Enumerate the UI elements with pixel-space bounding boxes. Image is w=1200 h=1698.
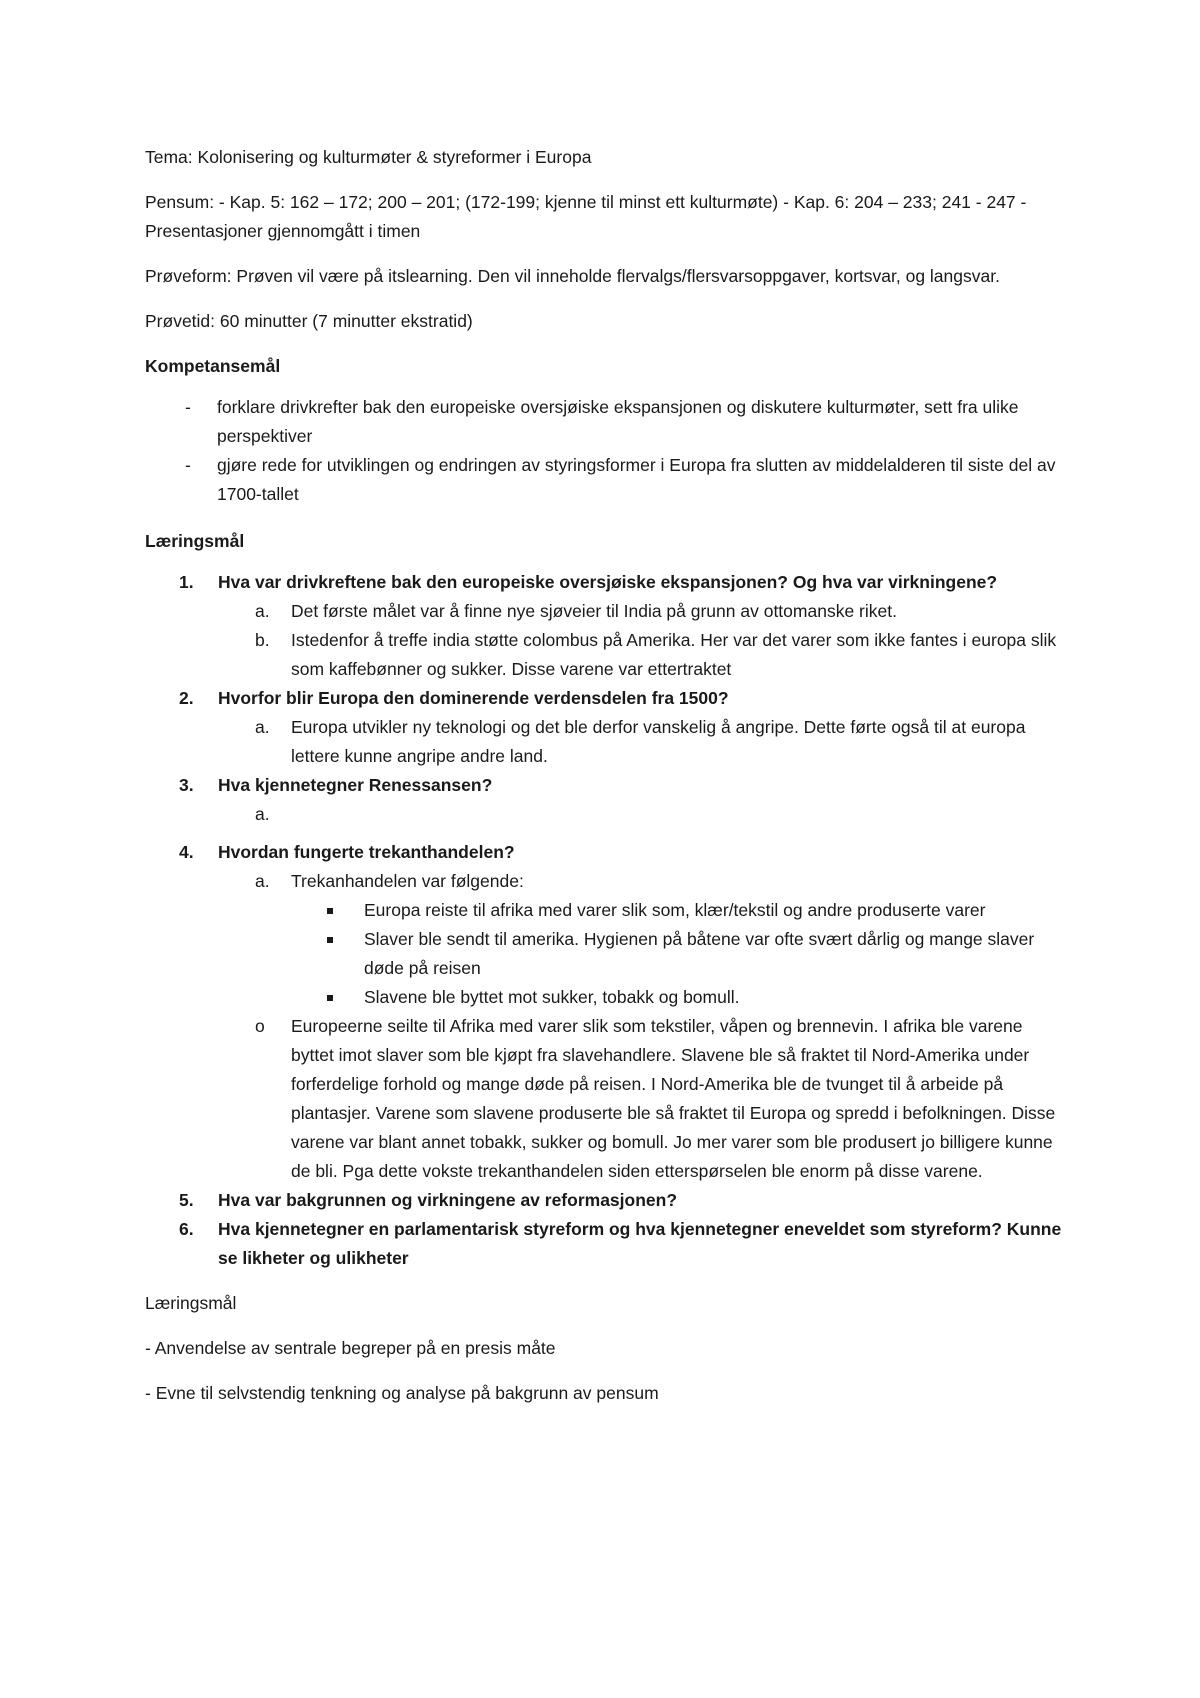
question-item <box>145 838 1065 1186</box>
answer-item <box>218 713 1065 771</box>
laeringsmal-item: - Evne til selvstendig tenkning og analyse på bakgrunn av pensum <box>145 1383 659 1403</box>
answer-marker: a. <box>255 601 270 621</box>
bullet-item <box>291 896 1065 925</box>
answer-text: Det første målet var å finne nye sjøveier til India på grunn av ottomanske riket. <box>291 601 897 621</box>
answer-item <box>218 626 1065 684</box>
answer-list <box>218 713 1065 771</box>
question-number: 1. <box>179 572 194 592</box>
dash-marker: - <box>185 397 191 417</box>
question-number: 3. <box>179 775 194 795</box>
dash-marker: - <box>185 455 191 475</box>
pensum-line: Pensum: - Kap. 5: 162 – 172; 200 – 201; (172-199; kjenne til minst ett kulturmøte) - Kap. 6: 204 – 233; 241 - 247 - Presentasjoner gjennomgått i timen <box>145 192 1027 241</box>
question-text: Hva kjennetegner Renessansen? <box>218 775 493 795</box>
answer-marker: a. <box>255 804 270 824</box>
question-number: 4. <box>179 842 194 862</box>
question-item <box>145 568 1065 684</box>
question-item <box>145 1215 1065 1273</box>
bullet-item <box>291 925 1065 983</box>
answer-marker: b. <box>255 630 270 650</box>
question-text: Hva var bakgrunnen og virkningene av reformasjonen? <box>218 1190 678 1210</box>
answer-marker: a. <box>255 717 270 737</box>
answer-text: Istedenfor å treffe india støtte colombus på Amerika. Her var det varer som ikke fantes i europa slik som kaffebønner og sukker. Disse varene var ettertraktet <box>291 630 1057 679</box>
question-item <box>145 771 1065 838</box>
proveform-line: Prøveform: Prøven vil være på itslearning. Den vil inneholde flervalgs/flersvarsoppgaver, kortsvar, og langsvar. <box>145 266 1000 286</box>
question-text: Hva kjennetegner en parlamentarisk styreform og hva kjennetegner eneveldet som styreform? Kunne se likheter og ulikheter <box>218 1219 1062 1268</box>
kompetansemal-text: forklare drivkrefter bak den europeiske oversjøiske ekspansjonen og diskutere kulturmøter, sett fra ulike perspektiver <box>217 397 1019 446</box>
bullet-item <box>291 983 1065 1012</box>
square-bullet-icon <box>327 995 333 1001</box>
answer-list <box>218 597 1065 684</box>
square-bullet-icon <box>327 908 333 914</box>
laeringsmal-item: - Anvendelse av sentrale begreper på en presis måte <box>145 1338 556 1358</box>
question-item <box>145 1186 1065 1215</box>
kompetansemal-item <box>145 393 1065 451</box>
question-text: Hvordan fungerte trekanthandelen? <box>218 842 515 862</box>
answer-list <box>218 800 1065 838</box>
bullet-list <box>291 896 1065 1012</box>
answer-item <box>218 800 1065 838</box>
answer-text: Europa utvikler ny teknologi og det ble derfor vanskelig å angripe. Dette førte også til at europa lettere kunne angripe andre land. <box>291 717 1026 766</box>
question-number: 5. <box>179 1190 194 1210</box>
question-text: Hva var drivkreftene bak den europeiske oversjøiske ekspansjonen? Og hva var virkningene? <box>218 572 998 592</box>
square-bullet-icon <box>327 937 333 943</box>
laeringsmal-heading-2: Læringsmål <box>145 1293 237 1313</box>
answer-text: Europeerne seilte til Afrika med varer slik som tekstiler, våpen og brennevin. I afrika ble varene byttet imot slaver som ble kjøpt fra slavehandlere. Slavene ble så fraktet til Nord-Amerika under forferdelige forhold og mange døde på reisen. I Nord-Amerika ble de tvunget til å arbeide på plantasjer. Varene som slavene produserte ble så fraktet til Europa og spredd i befolkningen. Disse varene var blant annet tobakk, sukker og bomull. Jo mer varer som ble produsert jo billigere kunne de bli. Pga dette vokste trekanthandelen siden etterspørselen ble enorm på disse varene. <box>291 1016 1056 1181</box>
bullet-text: Slavene ble byttet mot sukker, tobakk og bomull. <box>364 987 740 1007</box>
question-number: 6. <box>179 1219 194 1239</box>
answer-text: Trekanhandelen var følgende: <box>291 871 524 891</box>
question-number: 2. <box>179 688 194 708</box>
answer-item <box>218 867 1065 1012</box>
tema-line: Tema: Kolonisering og kulturmøter & styreformer i Europa <box>145 147 592 167</box>
laeringsmal-questions <box>145 568 1065 1273</box>
kompetansemal-heading: Kompetansemål <box>145 356 281 376</box>
kompetansemal-item <box>145 451 1065 509</box>
answer-marker: o <box>255 1016 265 1036</box>
answer-item <box>218 1012 1065 1186</box>
answer-list <box>218 867 1065 1186</box>
question-item <box>145 684 1065 771</box>
kompetansemal-text: gjøre rede for utviklingen og endringen av styringsformer i Europa fra slutten av middelalderen til siste del av 1700-tallet <box>217 455 1056 504</box>
answer-item <box>218 597 1065 626</box>
bullet-text: Slaver ble sendt til amerika. Hygienen på båtene var ofte svært dårlig og mange slaver døde på reisen <box>364 929 1035 978</box>
provetid-line: Prøvetid: 60 minutter (7 minutter ekstratid) <box>145 311 473 331</box>
document-body <box>145 143 1065 1424</box>
bullet-text: Europa reiste til afrika med varer slik som, klær/tekstil og andre produserte varer <box>364 900 986 920</box>
kompetansemal-list <box>145 393 1065 509</box>
laeringsmal-heading: Læringsmål <box>145 531 245 551</box>
answer-marker: a. <box>255 871 270 891</box>
question-text: Hvorfor blir Europa den dominerende verdensdelen fra 1500? <box>218 688 729 708</box>
